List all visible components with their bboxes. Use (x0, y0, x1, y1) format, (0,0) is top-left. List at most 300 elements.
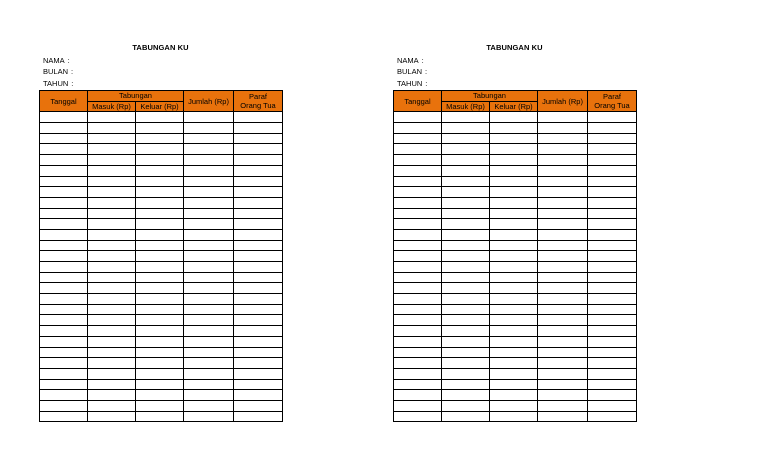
table-cell[interactable] (394, 347, 442, 358)
table-row (40, 155, 283, 166)
table-cell[interactable] (588, 336, 637, 347)
table-cell[interactable] (490, 208, 538, 219)
table-cell[interactable] (442, 187, 490, 198)
table-cell[interactable] (442, 123, 490, 134)
table-cell[interactable] (136, 144, 184, 155)
table-cell[interactable] (442, 240, 490, 251)
table-cell[interactable] (490, 368, 538, 379)
table-cell[interactable] (490, 411, 538, 422)
table-cell[interactable] (588, 229, 637, 240)
table-cell[interactable] (588, 304, 637, 315)
table-cell[interactable] (490, 176, 538, 187)
table-cell[interactable] (88, 379, 136, 390)
table-cell[interactable] (442, 347, 490, 358)
table-cell[interactable] (136, 176, 184, 187)
table-cell[interactable] (490, 358, 538, 369)
table-cell[interactable] (40, 229, 88, 240)
table-cell[interactable] (88, 400, 136, 411)
table-row (40, 379, 283, 390)
table-cell[interactable] (538, 315, 588, 326)
table-cell[interactable] (588, 112, 637, 123)
table-cell[interactable] (490, 379, 538, 390)
table-cell[interactable] (40, 315, 88, 326)
table-cell[interactable] (538, 144, 588, 155)
table-cell[interactable] (40, 400, 88, 411)
table-cell[interactable] (184, 411, 234, 422)
table-cell[interactable] (40, 379, 88, 390)
table-cell[interactable] (394, 294, 442, 305)
table-cell[interactable] (394, 272, 442, 283)
table-cell[interactable] (538, 358, 588, 369)
table-cell[interactable] (490, 262, 538, 273)
table-cell[interactable] (40, 133, 88, 144)
table-cell[interactable] (184, 229, 234, 240)
table-cell[interactable] (184, 379, 234, 390)
table-cell[interactable] (184, 262, 234, 273)
table-cell[interactable] (234, 123, 283, 134)
table-cell[interactable] (234, 379, 283, 390)
table-cell[interactable] (442, 144, 490, 155)
table-cell[interactable] (394, 262, 442, 273)
table-cell[interactable] (234, 133, 283, 144)
table-cell[interactable] (40, 197, 88, 208)
table-cell[interactable] (40, 336, 88, 347)
table-cell[interactable] (136, 379, 184, 390)
table-cell[interactable] (394, 368, 442, 379)
table-cell[interactable] (588, 390, 637, 401)
table-cell[interactable] (234, 336, 283, 347)
table-cell[interactable] (538, 112, 588, 123)
table-cell[interactable] (88, 165, 136, 176)
table-cell[interactable] (234, 283, 283, 294)
table-cell[interactable] (538, 165, 588, 176)
table-cell[interactable] (40, 326, 88, 337)
table-cell[interactable] (442, 208, 490, 219)
table-cell[interactable] (136, 133, 184, 144)
table-cell[interactable] (40, 176, 88, 187)
table-cell[interactable] (490, 294, 538, 305)
table-cell[interactable] (88, 283, 136, 294)
table-cell[interactable] (394, 187, 442, 198)
table-cell[interactable] (234, 272, 283, 283)
table-cell[interactable] (136, 155, 184, 166)
table-row (394, 390, 637, 401)
table-cell[interactable] (490, 283, 538, 294)
table-cell[interactable] (442, 219, 490, 230)
table-cell[interactable] (490, 219, 538, 230)
table-cell[interactable] (88, 176, 136, 187)
table-cell[interactable] (490, 272, 538, 283)
table-cell[interactable] (234, 304, 283, 315)
table-cell[interactable] (40, 251, 88, 262)
table-cell[interactable] (442, 326, 490, 337)
table-cell[interactable] (184, 187, 234, 198)
table-cell[interactable] (490, 336, 538, 347)
table-cell[interactable] (490, 144, 538, 155)
table-cell[interactable] (588, 272, 637, 283)
table-cell[interactable] (184, 315, 234, 326)
table-cell[interactable] (442, 294, 490, 305)
table-cell[interactable] (136, 197, 184, 208)
table-cell[interactable] (394, 379, 442, 390)
table-cell[interactable] (394, 283, 442, 294)
table-cell[interactable] (394, 197, 442, 208)
table-cell[interactable] (184, 283, 234, 294)
table-cell[interactable] (88, 336, 136, 347)
table-cell[interactable] (394, 123, 442, 134)
table-cell[interactable] (40, 208, 88, 219)
table-cell[interactable] (588, 251, 637, 262)
table-cell[interactable] (394, 304, 442, 315)
table-cell[interactable] (234, 251, 283, 262)
table-cell[interactable] (88, 272, 136, 283)
table-cell[interactable] (136, 165, 184, 176)
table-cell[interactable] (40, 155, 88, 166)
table-cell[interactable] (442, 411, 490, 422)
table-cell[interactable] (40, 411, 88, 422)
table-cell[interactable] (184, 251, 234, 262)
table-cell[interactable] (538, 326, 588, 337)
table-cell[interactable] (136, 219, 184, 230)
table-cell[interactable] (136, 283, 184, 294)
table-cell[interactable] (538, 400, 588, 411)
table-cell[interactable] (490, 315, 538, 326)
table-cell[interactable] (234, 176, 283, 187)
table-cell[interactable] (490, 197, 538, 208)
table-cell[interactable] (588, 262, 637, 273)
table-cell[interactable] (588, 187, 637, 198)
table-cell[interactable] (588, 240, 637, 251)
table-cell[interactable] (234, 262, 283, 273)
table-cell[interactable] (490, 347, 538, 358)
table-cell[interactable] (88, 208, 136, 219)
table-cell[interactable] (588, 144, 637, 155)
table-cell[interactable] (538, 336, 588, 347)
table-cell[interactable] (136, 262, 184, 273)
table-cell[interactable] (588, 176, 637, 187)
table-cell[interactable] (490, 304, 538, 315)
table-cell[interactable] (394, 155, 442, 166)
table-cell[interactable] (136, 326, 184, 337)
table-cell[interactable] (538, 262, 588, 273)
table-cell[interactable] (40, 112, 88, 123)
table-cell[interactable] (538, 390, 588, 401)
table-cell[interactable] (40, 368, 88, 379)
table-cell[interactable] (394, 411, 442, 422)
table-cell[interactable] (136, 411, 184, 422)
table-cell[interactable] (588, 294, 637, 305)
table-cell[interactable] (88, 347, 136, 358)
table-cell[interactable] (234, 400, 283, 411)
table-cell[interactable] (234, 368, 283, 379)
table-cell[interactable] (490, 240, 538, 251)
table-cell[interactable] (40, 294, 88, 305)
table-cell[interactable] (40, 144, 88, 155)
table-cell[interactable] (184, 144, 234, 155)
table-cell[interactable] (394, 219, 442, 230)
table-cell[interactable] (490, 155, 538, 166)
table-cell[interactable] (588, 411, 637, 422)
table-cell[interactable] (136, 315, 184, 326)
table-cell[interactable] (88, 229, 136, 240)
table-cell[interactable] (40, 272, 88, 283)
table-cell[interactable] (88, 304, 136, 315)
table-cell[interactable] (588, 197, 637, 208)
table-cell[interactable] (88, 144, 136, 155)
table-cell[interactable] (442, 197, 490, 208)
table-cell[interactable] (588, 208, 637, 219)
table-cell[interactable] (442, 283, 490, 294)
table-cell[interactable] (88, 133, 136, 144)
table-cell[interactable] (394, 229, 442, 240)
table-cell[interactable] (538, 251, 588, 262)
table-cell[interactable] (394, 112, 442, 123)
table-cell[interactable] (588, 347, 637, 358)
table-cell[interactable] (442, 229, 490, 240)
table-cell[interactable] (490, 229, 538, 240)
table-cell[interactable] (136, 112, 184, 123)
table-cell[interactable] (490, 187, 538, 198)
table-cell[interactable] (136, 390, 184, 401)
table-cell[interactable] (234, 315, 283, 326)
table-cell[interactable] (234, 326, 283, 337)
table-cell[interactable] (538, 304, 588, 315)
table-cell[interactable] (538, 294, 588, 305)
table-cell[interactable] (40, 347, 88, 358)
table-cell[interactable] (538, 347, 588, 358)
table-cell[interactable] (184, 390, 234, 401)
table-cell[interactable] (394, 400, 442, 411)
table-cell[interactable] (136, 123, 184, 134)
table-cell[interactable] (184, 112, 234, 123)
table-cell[interactable] (588, 165, 637, 176)
table-cell[interactable] (394, 326, 442, 337)
table-cell[interactable] (136, 187, 184, 198)
table-cell[interactable] (394, 358, 442, 369)
table-cell[interactable] (184, 123, 234, 134)
table-cell[interactable] (538, 272, 588, 283)
table-cell[interactable] (442, 358, 490, 369)
table-cell[interactable] (88, 368, 136, 379)
table-cell[interactable] (490, 112, 538, 123)
table-cell[interactable] (442, 336, 490, 347)
table-cell[interactable] (588, 368, 637, 379)
table-cell[interactable] (588, 358, 637, 369)
table-cell[interactable] (588, 155, 637, 166)
table-cell[interactable] (136, 229, 184, 240)
table-cell[interactable] (394, 240, 442, 251)
table-cell[interactable] (490, 123, 538, 134)
table-cell[interactable] (588, 283, 637, 294)
table-cell[interactable] (234, 165, 283, 176)
table-cell[interactable] (442, 176, 490, 187)
table-cell[interactable] (588, 315, 637, 326)
table-cell[interactable] (136, 208, 184, 219)
table-cell[interactable] (394, 390, 442, 401)
table-cell[interactable] (490, 326, 538, 337)
table-cell[interactable] (184, 358, 234, 369)
table-cell[interactable] (184, 326, 234, 337)
table-cell[interactable] (538, 411, 588, 422)
table-cell[interactable] (394, 208, 442, 219)
table-cell[interactable] (88, 155, 136, 166)
header-paraf: Paraf Orang Tua (588, 91, 637, 112)
table-cell[interactable] (234, 390, 283, 401)
table-cell[interactable] (136, 358, 184, 369)
table-cell[interactable] (538, 208, 588, 219)
table-cell[interactable] (88, 240, 136, 251)
table-cell[interactable] (588, 326, 637, 337)
table-cell[interactable] (442, 315, 490, 326)
table-cell[interactable] (40, 240, 88, 251)
table-cell[interactable] (538, 155, 588, 166)
table-cell[interactable] (184, 304, 234, 315)
table-cell[interactable] (234, 240, 283, 251)
table-cell[interactable] (234, 358, 283, 369)
table-cell[interactable] (234, 197, 283, 208)
table-cell[interactable] (184, 165, 234, 176)
table-cell[interactable] (88, 251, 136, 262)
table-cell[interactable] (442, 251, 490, 262)
table-cell[interactable] (538, 368, 588, 379)
table-cell[interactable] (442, 165, 490, 176)
savings-table (39, 90, 283, 422)
table-cell[interactable] (588, 379, 637, 390)
table-cell[interactable] (538, 197, 588, 208)
table-cell[interactable] (538, 133, 588, 144)
table-cell[interactable] (184, 294, 234, 305)
table-cell[interactable] (88, 326, 136, 337)
table-cell[interactable] (234, 155, 283, 166)
table-cell[interactable] (588, 133, 637, 144)
table-cell[interactable] (234, 347, 283, 358)
table-cell[interactable] (588, 123, 637, 134)
table-cell[interactable] (394, 176, 442, 187)
table-cell[interactable] (136, 347, 184, 358)
table-row (40, 262, 283, 273)
table-cell[interactable] (394, 315, 442, 326)
header-masuk: Masuk (Rp) (88, 101, 136, 112)
table-cell[interactable] (88, 262, 136, 273)
table-cell[interactable] (442, 272, 490, 283)
table-cell[interactable] (234, 219, 283, 230)
table-cell[interactable] (40, 358, 88, 369)
table-cell[interactable] (442, 304, 490, 315)
table-cell[interactable] (40, 262, 88, 273)
table-cell[interactable] (40, 187, 88, 198)
table-cell[interactable] (40, 304, 88, 315)
table-cell[interactable] (234, 229, 283, 240)
table-cell[interactable] (136, 240, 184, 251)
table-cell[interactable] (136, 272, 184, 283)
table-cell[interactable] (394, 133, 442, 144)
table-row (394, 379, 637, 390)
table-row (394, 229, 637, 240)
table-cell[interactable] (136, 251, 184, 262)
table-cell[interactable] (588, 219, 637, 230)
table-cell[interactable] (136, 336, 184, 347)
table-cell[interactable] (88, 219, 136, 230)
table-cell[interactable] (394, 251, 442, 262)
table-cell[interactable] (538, 176, 588, 187)
table-row (394, 294, 637, 305)
table-cell[interactable] (538, 219, 588, 230)
table-cell[interactable] (184, 368, 234, 379)
table-cell[interactable] (184, 176, 234, 187)
table-cell[interactable] (88, 315, 136, 326)
table-cell[interactable] (538, 379, 588, 390)
table-cell[interactable] (234, 294, 283, 305)
table-cell[interactable] (490, 165, 538, 176)
table-cell[interactable] (184, 219, 234, 230)
table-cell[interactable] (40, 123, 88, 134)
table-cell[interactable] (184, 347, 234, 358)
table-cell[interactable] (234, 411, 283, 422)
table-cell[interactable] (234, 187, 283, 198)
table-cell[interactable] (234, 208, 283, 219)
table-cell[interactable] (538, 240, 588, 251)
table-cell[interactable] (490, 390, 538, 401)
table-cell[interactable] (88, 358, 136, 369)
table-cell[interactable] (40, 165, 88, 176)
table-cell[interactable] (88, 112, 136, 123)
table-cell[interactable] (88, 390, 136, 401)
table-cell[interactable] (88, 411, 136, 422)
table-cell[interactable] (442, 133, 490, 144)
table-cell[interactable] (184, 208, 234, 219)
table-cell[interactable] (442, 112, 490, 123)
table-cell[interactable] (588, 400, 637, 411)
table-cell[interactable] (234, 112, 283, 123)
table-cell[interactable] (184, 336, 234, 347)
table-cell[interactable] (538, 123, 588, 134)
table-cell[interactable] (442, 379, 490, 390)
table-cell[interactable] (184, 272, 234, 283)
table-cell[interactable] (136, 304, 184, 315)
table-cell[interactable] (88, 294, 136, 305)
table-cell[interactable] (442, 262, 490, 273)
table-cell[interactable] (442, 368, 490, 379)
table-cell[interactable] (136, 294, 184, 305)
table-cell[interactable] (538, 229, 588, 240)
table-cell[interactable] (40, 390, 88, 401)
table-cell[interactable] (538, 187, 588, 198)
table-cell[interactable] (394, 144, 442, 155)
table-cell[interactable] (234, 144, 283, 155)
table-cell[interactable] (184, 155, 234, 166)
table-cell[interactable] (184, 197, 234, 208)
table-cell[interactable] (184, 400, 234, 411)
table-cell[interactable] (442, 155, 490, 166)
table-cell[interactable] (394, 165, 442, 176)
table-cell[interactable] (136, 368, 184, 379)
table-cell[interactable] (40, 219, 88, 230)
table-cell[interactable] (538, 283, 588, 294)
table-cell[interactable] (88, 123, 136, 134)
table-cell[interactable] (442, 400, 490, 411)
table-cell[interactable] (184, 133, 234, 144)
table-cell[interactable] (40, 283, 88, 294)
table-cell[interactable] (88, 187, 136, 198)
table-cell[interactable] (394, 336, 442, 347)
table-cell[interactable] (136, 400, 184, 411)
table-cell[interactable] (184, 240, 234, 251)
table-cell[interactable] (490, 133, 538, 144)
table-cell[interactable] (442, 390, 490, 401)
table-cell[interactable] (490, 400, 538, 411)
table-cell[interactable] (490, 251, 538, 262)
table-cell[interactable] (88, 197, 136, 208)
